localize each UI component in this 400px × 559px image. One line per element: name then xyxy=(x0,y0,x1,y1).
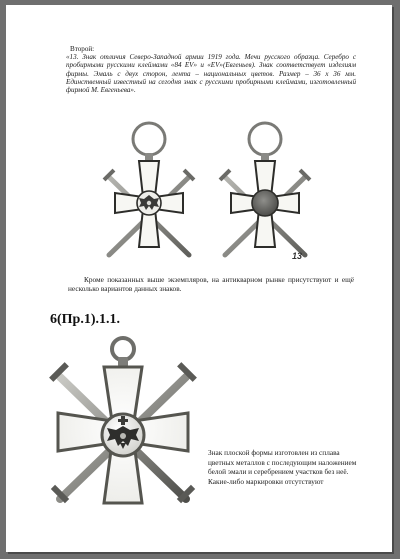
medal-reverse-image xyxy=(210,119,320,267)
medal-large-image xyxy=(40,331,206,513)
section-heading: 6(Пр.1).1.1. xyxy=(50,312,120,327)
medal-caption: «13. Знак отличия Северо-Западной армии 1919 года. Мечи русского образца. Серебро с пробирными русскими клеймами «84 EV» и «EV»(Евгеньев). Знак соответствует изделиям фирмы. Эмаль с двух сторон, лента – национальных цветов. Размер – 36 x 36 мм. Единственный известный на сегодня знак с русскими пробирными клеймами, изготовленный фирмой М. Евгеньева». xyxy=(66,53,356,95)
remark-paragraph: Кроме показанных выше экземпляров, на антикварном рынке присутствуют и ещё несколько вариантов данных знаков. xyxy=(68,275,354,293)
medal-description: Знак плоской формы изготовлен из сплава цветных металлов с последующим наложением белой эмали и серебрением участков без неё. Какие-либо маркировки отсутствуют xyxy=(208,448,357,486)
medal-obverse-image xyxy=(94,119,204,267)
intro-label: Второй: xyxy=(70,45,95,53)
intro-block xyxy=(66,45,356,94)
figure-number: 13 xyxy=(292,251,303,261)
document-page xyxy=(6,5,392,552)
